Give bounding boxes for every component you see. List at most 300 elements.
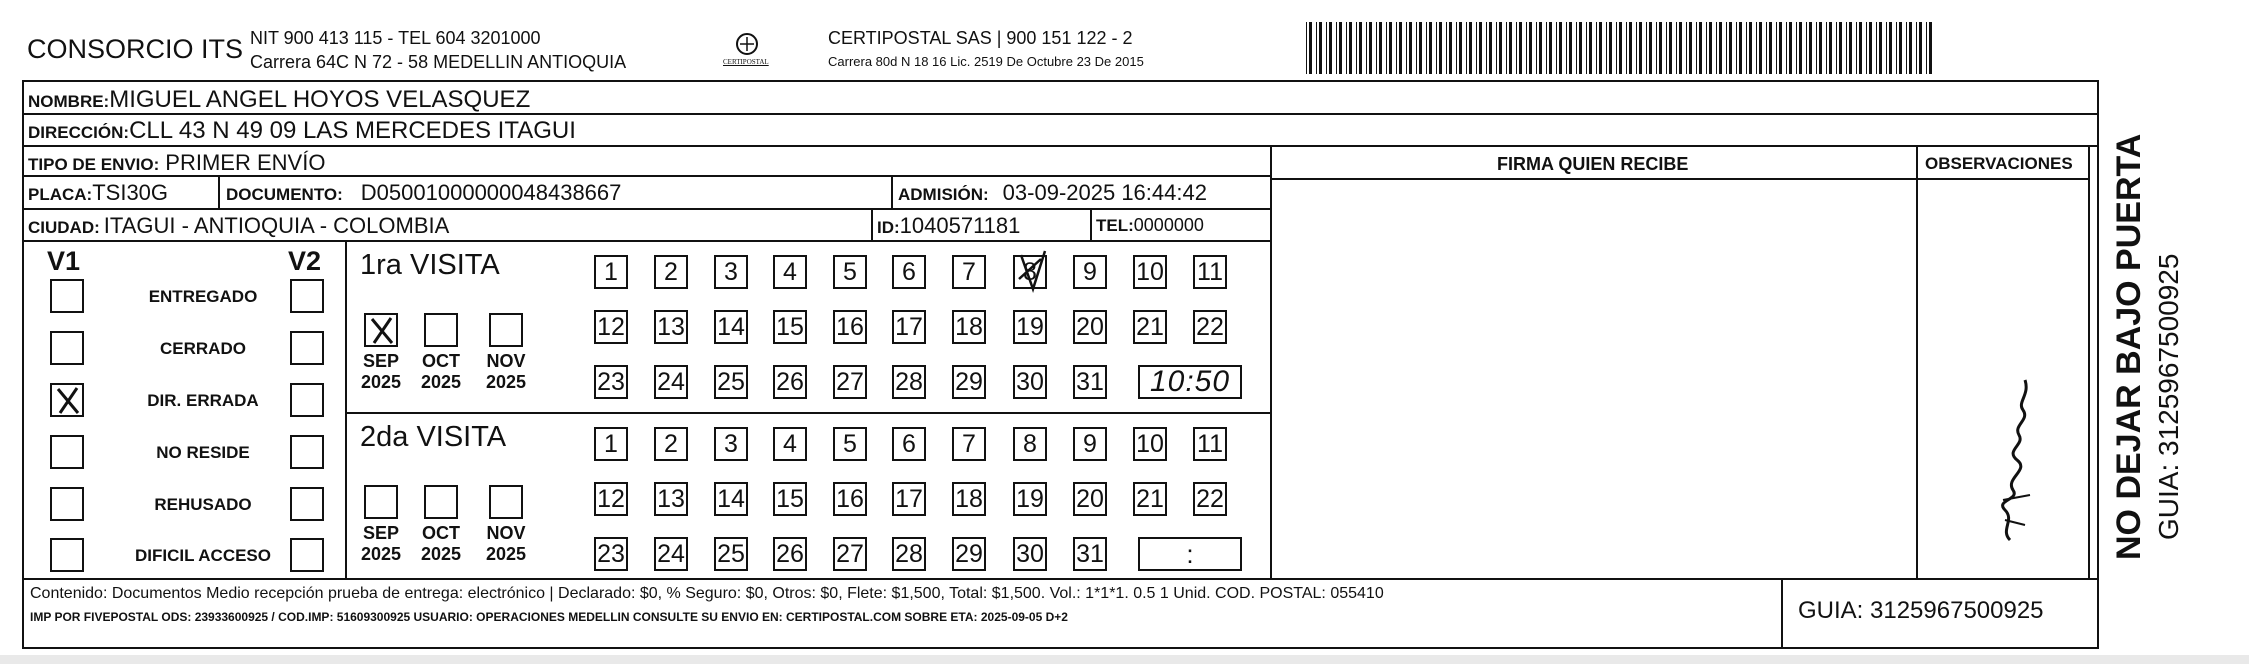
barcode-bar xyxy=(1446,22,1447,74)
day-box-15[interactable] xyxy=(773,482,807,516)
barcode-bar xyxy=(1796,22,1797,74)
barcode-bar xyxy=(1849,22,1852,74)
imp-line: IMP POR FIVEPOSTAL ODS: 23933600925 / COD.IMP: 51609300925 USUARIO: OPERACIONES MEDELLIN CONSULTE SU ENVIO EN: CERTIPOSTAL.COM SOBRE ETA: 2025-09-05 D+2 xyxy=(30,610,1068,624)
barcode-bar xyxy=(1809,22,1812,74)
day-number: 6 xyxy=(902,430,916,458)
day-box-17[interactable] xyxy=(892,310,926,344)
shipment-type: PRIMER ENVÍO xyxy=(165,150,326,175)
month-label xyxy=(350,523,412,565)
day-number: 13 xyxy=(657,313,685,341)
barcode-bar xyxy=(1529,22,1532,74)
day-number: 5 xyxy=(843,258,857,286)
day-box-4[interactable] xyxy=(773,427,807,461)
day-box-3[interactable] xyxy=(714,255,748,289)
v2-checkbox-6[interactable] xyxy=(290,538,324,572)
day-number: 10 xyxy=(1136,430,1164,458)
barcode-bar xyxy=(1636,22,1637,74)
barcode-bar xyxy=(1739,22,1742,74)
visit-time: 10:50 xyxy=(1149,365,1231,398)
day-number: 21 xyxy=(1136,485,1164,513)
barcode-bar xyxy=(1679,22,1682,74)
visit-title: 2da VISITA xyxy=(360,421,507,453)
tel-value: 0000000 xyxy=(1133,215,1204,235)
barcode-bar xyxy=(1599,22,1602,74)
day-box-5[interactable] xyxy=(833,427,867,461)
v2-checkbox-3[interactable] xyxy=(290,383,324,417)
day-number: 7 xyxy=(962,430,976,458)
barcode-bar xyxy=(1676,22,1677,74)
barcode-bar xyxy=(1376,22,1377,74)
day-box-9[interactable] xyxy=(1073,255,1107,289)
month-label xyxy=(350,351,412,393)
city-label: CIUDAD: xyxy=(28,218,100,237)
day-box-10[interactable] xyxy=(1133,427,1167,461)
barcode-bar xyxy=(1829,22,1832,74)
id-value: 1040571181 xyxy=(899,213,1021,238)
barcode-bar xyxy=(1589,22,1592,74)
barcode-bar xyxy=(1799,22,1802,74)
id-label: ID: xyxy=(877,218,900,237)
day-number: 12 xyxy=(597,313,625,341)
barcode-bar xyxy=(1646,22,1647,74)
barcode-bar xyxy=(1509,22,1512,74)
day-number: 27 xyxy=(836,540,864,568)
v1-checkbox-5[interactable] xyxy=(50,487,84,521)
barcode-bar xyxy=(1329,22,1332,74)
day-box-25[interactable] xyxy=(714,365,748,399)
day-number: 3 xyxy=(724,258,738,286)
day-box-22[interactable] xyxy=(1193,482,1227,516)
barcode-bar xyxy=(1536,22,1537,74)
barcode-bar xyxy=(1856,22,1857,74)
month-name: SEP xyxy=(362,351,400,371)
barcode-bar xyxy=(1449,22,1452,74)
v1-checkbox-1[interactable] xyxy=(50,279,84,313)
content-line: Contenido: Documentos Medio recepción prueba de entrega: electrónico | Declarado: $0, % Seguro: $0, Otros: $0, Flete: $1,500, Total: $1,500. Vol.: 1*1*1. 0.5 1 Unid. COD. POSTAL: 055410 xyxy=(30,585,1384,602)
day-number: 11 xyxy=(1197,258,1223,286)
barcode-bar xyxy=(1756,22,1757,74)
status-label: ENTREGADO xyxy=(148,287,258,306)
day-number: 31 xyxy=(1076,368,1104,396)
day-box-23[interactable] xyxy=(594,537,628,571)
plate-value: TSI30G xyxy=(92,180,169,205)
day-number: 24 xyxy=(657,540,685,568)
day-box-27[interactable] xyxy=(833,365,867,399)
month-checkbox-nov[interactable] xyxy=(489,485,523,519)
barcode-bar xyxy=(1499,22,1502,74)
barcode-bar xyxy=(1729,22,1732,74)
barcode-bar xyxy=(1919,22,1922,74)
day-number: 25 xyxy=(717,368,745,396)
status-label: NO RESIDE xyxy=(156,443,250,462)
barcode-bar xyxy=(1566,22,1567,74)
barcode-bar xyxy=(1556,22,1557,74)
barcode-bar xyxy=(1409,22,1412,74)
day-box-18[interactable] xyxy=(952,310,986,344)
day-box-26[interactable] xyxy=(773,537,807,571)
month-year: 2025 xyxy=(485,372,527,392)
barcode-bar xyxy=(1659,22,1662,74)
barcode-bar xyxy=(1319,22,1322,74)
day-box-31[interactable] xyxy=(1073,365,1107,399)
day-box-19[interactable] xyxy=(1013,310,1047,344)
barcode-bar xyxy=(1616,22,1617,74)
day-box-22[interactable] xyxy=(1193,310,1227,344)
month-name: OCT xyxy=(422,351,460,371)
city-row xyxy=(28,213,449,239)
day-number: 3 xyxy=(724,430,738,458)
barcode-bar xyxy=(1789,22,1792,74)
barcode-bar xyxy=(1839,22,1842,74)
signature-header: FIRMA QUIEN RECIBE xyxy=(1497,154,1689,174)
barcode-bar xyxy=(1466,22,1467,74)
barcode-bar xyxy=(1309,22,1312,74)
month-name: OCT xyxy=(422,523,460,543)
day-box-29[interactable] xyxy=(952,365,986,399)
barcode-bar xyxy=(1416,22,1417,74)
day-number: 24 xyxy=(657,368,685,396)
barcode-bar xyxy=(1576,22,1577,74)
day-number: 15 xyxy=(776,313,804,341)
type-row xyxy=(28,150,325,176)
month-year: 2025 xyxy=(485,544,527,564)
day-number: 13 xyxy=(657,485,685,513)
visit-time-box[interactable] xyxy=(1138,537,1242,571)
month-label xyxy=(475,523,537,565)
barcode-bar xyxy=(1429,22,1432,74)
v2-checkbox-4[interactable] xyxy=(290,435,324,469)
day-number: 14 xyxy=(717,313,745,341)
day-number: 2 xyxy=(664,258,678,286)
day-number: 14 xyxy=(717,485,745,513)
day-box-16[interactable] xyxy=(833,310,867,344)
barcode-bar xyxy=(1699,22,1702,74)
barcode-bar xyxy=(1356,22,1357,74)
admission-label: ADMISIÓN: xyxy=(898,185,989,204)
barcode-bar xyxy=(1906,22,1907,74)
day-number: 23 xyxy=(597,368,625,396)
barcode-bar xyxy=(1459,22,1462,74)
barcode-bar xyxy=(1346,22,1347,74)
plate-row xyxy=(28,180,168,206)
day-box-29[interactable] xyxy=(952,537,986,571)
day-box-15[interactable] xyxy=(773,310,807,344)
status-label: DIR. ERRADA xyxy=(147,391,259,410)
day-number: 11 xyxy=(1197,430,1223,458)
day-box-6[interactable] xyxy=(892,255,926,289)
day-box-11[interactable] xyxy=(1193,427,1227,461)
day-box-21[interactable] xyxy=(1133,310,1167,344)
day-box-30[interactable] xyxy=(1013,537,1047,571)
side-text xyxy=(2110,120,2200,560)
day-box-12[interactable] xyxy=(594,482,628,516)
barcode-bar xyxy=(1909,22,1912,74)
document-row xyxy=(226,180,621,206)
day-number: 26 xyxy=(776,540,804,568)
barcode-bar xyxy=(1736,22,1737,74)
month-checkbox-nov[interactable] xyxy=(489,313,523,347)
barcode-bar xyxy=(1569,22,1572,74)
day-box-8[interactable] xyxy=(1013,255,1047,289)
day-number: 27 xyxy=(836,368,864,396)
v1-checkbox-3[interactable] xyxy=(50,383,84,417)
day-number: 29 xyxy=(955,368,983,396)
document-label: DOCUMENTO: xyxy=(226,185,343,204)
barcode-bar xyxy=(1526,22,1527,74)
barcode-bar xyxy=(1359,22,1362,74)
company-address: Carrera 64C N 72 - 58 MEDELLIN ANTIOQUIA xyxy=(250,52,627,72)
day-box-30[interactable] xyxy=(1013,365,1047,399)
plate-label: PLACA: xyxy=(28,185,93,204)
day-box-9[interactable] xyxy=(1073,427,1107,461)
day-box-28[interactable] xyxy=(892,365,926,399)
barcode-bar xyxy=(1926,22,1927,74)
v2-checkbox-2[interactable] xyxy=(290,331,324,365)
day-box-11[interactable] xyxy=(1193,255,1227,289)
day-number: 22 xyxy=(1196,485,1224,513)
barcode-bar xyxy=(1726,22,1727,74)
day-box-1[interactable] xyxy=(594,255,628,289)
visit-time-box[interactable] xyxy=(1138,365,1242,399)
day-number: 30 xyxy=(1016,368,1044,396)
barcode-bar xyxy=(1779,22,1782,74)
barcode-bar xyxy=(1596,22,1597,74)
barcode-bar xyxy=(1549,22,1552,74)
barcode-bar xyxy=(1896,22,1897,74)
type-label: TIPO DE ENVIO: xyxy=(28,155,160,174)
day-number: 6 xyxy=(902,258,916,286)
day-number: 18 xyxy=(955,485,983,513)
barcode-bar xyxy=(1399,22,1402,74)
barcode-bar xyxy=(1389,22,1392,74)
barcode-bar xyxy=(1626,22,1627,74)
day-box-8[interactable] xyxy=(1013,427,1047,461)
barcode-bar xyxy=(1436,22,1437,74)
barcode-bar xyxy=(1666,22,1667,74)
day-number: 16 xyxy=(836,485,864,513)
day-number: 21 xyxy=(1136,313,1164,341)
barcode-bar xyxy=(1929,22,1932,74)
barcode-bar xyxy=(1716,22,1717,74)
month-checkbox-oct[interactable] xyxy=(424,313,458,347)
barcode-bar xyxy=(1686,22,1687,74)
day-number: 18 xyxy=(955,313,983,341)
barcode-bar xyxy=(1766,22,1767,74)
day-number: 1 xyxy=(604,430,618,458)
barcode-bar xyxy=(1836,22,1837,74)
barcode-bar xyxy=(1629,22,1632,74)
day-box-24[interactable] xyxy=(654,537,688,571)
day-box-24[interactable] xyxy=(654,365,688,399)
day-box-16[interactable] xyxy=(833,482,867,516)
day-number: 17 xyxy=(895,313,923,341)
barcode-bar xyxy=(1609,22,1612,74)
barcode-bar xyxy=(1776,22,1777,74)
day-number: 25 xyxy=(717,540,745,568)
certipostal-logo-icon xyxy=(725,30,769,70)
carrier-line: CERTIPOSTAL SAS | 900 151 122 - 2 xyxy=(828,28,1133,48)
barcode-bar xyxy=(1476,22,1477,74)
barcode-bar xyxy=(1669,22,1672,74)
day-number: 28 xyxy=(895,540,923,568)
v1-label: V1 xyxy=(47,246,81,276)
visit-title: 1ra VISITA xyxy=(360,249,500,281)
barcode-bar xyxy=(1899,22,1902,74)
day-box-10[interactable] xyxy=(1133,255,1167,289)
day-box-5[interactable] xyxy=(833,255,867,289)
day-box-25[interactable] xyxy=(714,537,748,571)
barcode-bar xyxy=(1396,22,1397,74)
day-number: 15 xyxy=(776,485,804,513)
month-name: NOV xyxy=(486,523,526,543)
address-row xyxy=(28,117,576,145)
barcode-bar xyxy=(1439,22,1442,74)
month-checkbox-sep[interactable] xyxy=(364,485,398,519)
barcode-bar xyxy=(1866,22,1867,74)
month-label xyxy=(475,351,537,393)
admission-value: 03-09-2025 16:44:42 xyxy=(1002,180,1207,205)
day-number: 17 xyxy=(895,485,923,513)
day-box-3[interactable] xyxy=(714,427,748,461)
day-box-4[interactable] xyxy=(773,255,807,289)
barcode-bar xyxy=(1479,22,1482,74)
day-box-7[interactable] xyxy=(952,427,986,461)
id-row xyxy=(877,213,1020,239)
day-number: 20 xyxy=(1076,313,1104,341)
v1-checkbox-2[interactable] xyxy=(50,331,84,365)
day-number: 28 xyxy=(895,368,923,396)
barcode-bar xyxy=(1386,22,1387,74)
visit-time: : xyxy=(1186,539,1194,569)
barcode-bar xyxy=(1916,22,1917,74)
day-box-20[interactable] xyxy=(1073,310,1107,344)
handwritten-signature xyxy=(1975,350,2055,550)
day-box-23[interactable] xyxy=(594,365,628,399)
day-number: 16 xyxy=(836,313,864,341)
v2-checkbox-5[interactable] xyxy=(290,487,324,521)
day-box-13[interactable] xyxy=(654,310,688,344)
day-box-20[interactable] xyxy=(1073,482,1107,516)
day-check-mark xyxy=(1011,249,1051,293)
barcode-bar xyxy=(1369,22,1372,74)
recipient-address: CLL 43 N 49 09 LAS MERCEDES ITAGUI xyxy=(129,117,576,144)
v1-checkbox-6[interactable] xyxy=(50,538,84,572)
day-box-12[interactable] xyxy=(594,310,628,344)
day-number: 2 xyxy=(664,430,678,458)
barcode-bar xyxy=(1786,22,1787,74)
day-number: 29 xyxy=(955,540,983,568)
month-name: SEP xyxy=(362,523,400,543)
barcode-bar xyxy=(1696,22,1697,74)
day-number: 5 xyxy=(843,430,857,458)
barcode-bar xyxy=(1379,22,1382,74)
barcode-bar xyxy=(1816,22,1817,74)
day-box-14[interactable] xyxy=(714,310,748,344)
barcode-bar xyxy=(1879,22,1882,74)
tel-label: TEL: xyxy=(1096,216,1134,235)
status-label: CERRADO xyxy=(160,339,246,358)
day-number: 31 xyxy=(1076,540,1104,568)
day-number: 9 xyxy=(1083,430,1097,458)
barcode xyxy=(1306,22,1940,74)
month-label xyxy=(410,523,472,565)
barcode-bar xyxy=(1586,22,1587,74)
admission-row xyxy=(898,180,1207,206)
day-box-31[interactable] xyxy=(1073,537,1107,571)
day-box-21[interactable] xyxy=(1133,482,1167,516)
v1-checkbox-4[interactable] xyxy=(50,435,84,469)
day-box-17[interactable] xyxy=(892,482,926,516)
barcode-bar xyxy=(1869,22,1872,74)
recipient-name: MIGUEL ANGEL HOYOS VELASQUEZ xyxy=(109,86,531,113)
barcode-bar xyxy=(1316,22,1317,74)
day-number: 12 xyxy=(597,485,625,513)
city-value: ITAGUI - ANTIOQUIA - COLOMBIA xyxy=(103,213,450,238)
day-box-26[interactable] xyxy=(773,365,807,399)
barcode-bar xyxy=(1886,22,1887,74)
day-number: 4 xyxy=(783,430,797,458)
month-label xyxy=(410,351,472,393)
barcode-bar xyxy=(1859,22,1862,74)
status-label: REHUSADO xyxy=(154,495,252,514)
day-box-2[interactable] xyxy=(654,427,688,461)
footer-guia: GUIA: 3125967500925 xyxy=(1798,597,2044,624)
month-checkbox-oct[interactable] xyxy=(424,485,458,519)
barcode-bar xyxy=(1339,22,1342,74)
barcode-bar xyxy=(1759,22,1762,74)
day-box-1[interactable] xyxy=(594,427,628,461)
name-row xyxy=(28,86,530,114)
barcode-bar xyxy=(1719,22,1722,74)
company-name: CONSORCIO ITS xyxy=(27,34,244,64)
day-number: 19 xyxy=(1016,485,1044,513)
barcode-bar xyxy=(1326,22,1327,74)
document-value: D05001000000048438667 xyxy=(360,180,622,205)
barcode-bar xyxy=(1519,22,1522,74)
barcode-bar xyxy=(1336,22,1337,74)
day-box-27[interactable] xyxy=(833,537,867,571)
logo-caption: CERTIPOSTAL xyxy=(723,58,769,66)
month-checkbox-sep[interactable] xyxy=(364,313,398,347)
day-number: 8 xyxy=(1023,430,1037,458)
barcode-bar xyxy=(1706,22,1707,74)
day-box-2[interactable] xyxy=(654,255,688,289)
day-box-18[interactable] xyxy=(952,482,986,516)
barcode-bar xyxy=(1846,22,1847,74)
day-box-6[interactable] xyxy=(892,427,926,461)
no-dejar-bajo-puerta: NO DEJAR BAJO PUERTA xyxy=(2110,133,2148,560)
name-label: NOMBRE: xyxy=(28,92,110,111)
day-box-19[interactable] xyxy=(1013,482,1047,516)
barcode-bar xyxy=(1889,22,1892,74)
month-year: 2025 xyxy=(360,372,402,392)
barcode-bar xyxy=(1489,22,1492,74)
barcode-bar xyxy=(1656,22,1657,74)
bottom-edge xyxy=(0,655,2249,664)
day-box-7[interactable] xyxy=(952,255,986,289)
day-number: 10 xyxy=(1136,258,1164,286)
day-box-13[interactable] xyxy=(654,482,688,516)
barcode-bar xyxy=(1349,22,1352,74)
day-box-28[interactable] xyxy=(892,537,926,571)
barcode-bar xyxy=(1826,22,1827,74)
barcode-bar xyxy=(1426,22,1427,74)
day-box-14[interactable] xyxy=(714,482,748,516)
barcode-bar xyxy=(1419,22,1422,74)
month-year: 2025 xyxy=(420,544,462,564)
v2-checkbox-1[interactable] xyxy=(290,279,324,313)
barcode-bar xyxy=(1769,22,1772,74)
